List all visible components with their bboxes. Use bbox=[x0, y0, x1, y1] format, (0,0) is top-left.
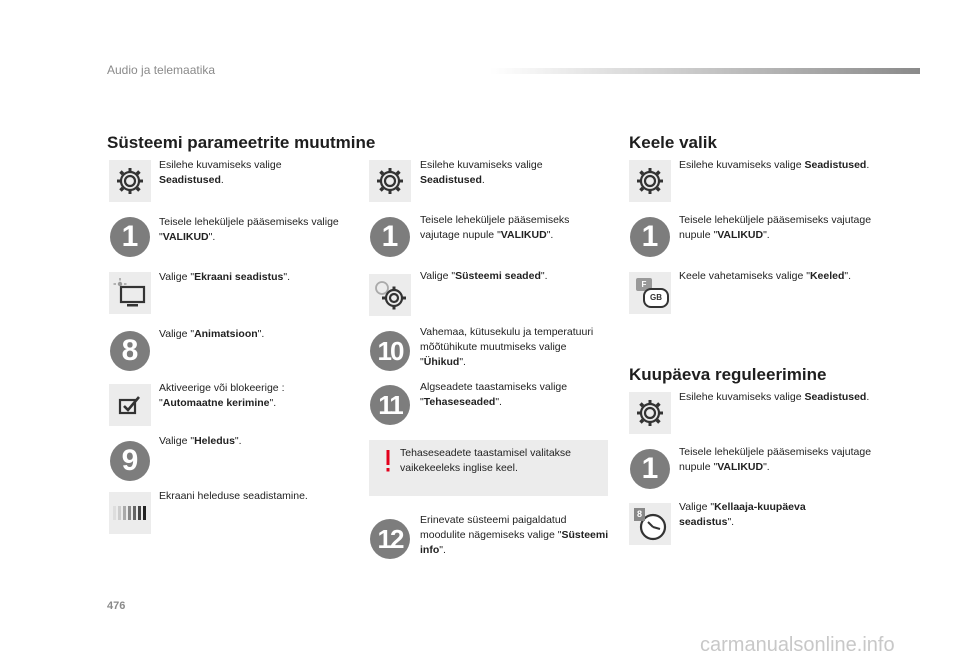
step-number-badge: 11 bbox=[369, 384, 411, 426]
checkbox-icon bbox=[109, 384, 151, 426]
step-text: Vahemaa, kütusekulu ja temperatuuri mõõtühikute muutmiseks valige "Ühikud". bbox=[420, 326, 594, 368]
step-text: Valige "Kellaaja-kuupäeva seadistus". bbox=[679, 501, 806, 528]
step-text: Esilehe kuvamiseks valige Seadistused. bbox=[679, 159, 870, 171]
section-title-date: Kuupäeva reguleerimine bbox=[629, 365, 827, 384]
clock-date-icon bbox=[629, 503, 671, 545]
step-number-badge: 10 bbox=[369, 330, 411, 372]
step-text: Esilehe kuvamiseks valige Seadistused. bbox=[159, 159, 282, 186]
step-text: Erinevate süsteemi paigaldatud moodulite nägemiseks valige "Süsteemi info". bbox=[420, 514, 609, 556]
section-title-language: Keele valik bbox=[629, 133, 717, 152]
step-text: Ekraani heleduse seadistamine. bbox=[159, 490, 308, 502]
step-number-badge: 9 bbox=[109, 440, 151, 482]
language-badge-gb: GB bbox=[643, 288, 669, 308]
date-badge: 8 bbox=[634, 508, 645, 521]
step-text: Teisele leheküljele pääsemiseks vajutage nupule "VALIKUD". bbox=[420, 214, 570, 241]
header-gradient-bar bbox=[490, 68, 920, 74]
header-title: Audio ja telemaatika bbox=[107, 63, 216, 77]
step-text: Algseadete taastamiseks valige "Tehaseseaded". bbox=[420, 381, 568, 408]
step-number-badge: 1 bbox=[629, 448, 671, 490]
step-text: Valige "Heledus". bbox=[159, 435, 242, 447]
step-text: Esilehe kuvamiseks valige Seadistused. bbox=[420, 159, 543, 186]
language-flag-icon bbox=[629, 272, 671, 314]
step-number-badge: 1 bbox=[629, 216, 671, 258]
warning-exclamation-icon bbox=[383, 448, 393, 474]
step-number-badge: 1 bbox=[369, 216, 411, 258]
language-badge-f: F bbox=[636, 278, 652, 291]
gear-icon bbox=[629, 160, 671, 202]
step-text: Esilehe kuvamiseks valige Seadistused. bbox=[679, 391, 870, 403]
step-text: Valige "Animatsioon". bbox=[159, 328, 265, 340]
step-text: Teisele leheküljele pääsemiseks vajutage nupule "VALIKUD". bbox=[679, 214, 872, 241]
section-title-system: Süsteemi parameetrite muutmine bbox=[107, 133, 376, 152]
step-text: Teisele leheküljele pääsemiseks vajutage nupule "VALIKUD". bbox=[679, 446, 872, 473]
step-number-badge: 12 bbox=[369, 518, 411, 560]
warning-note bbox=[369, 440, 608, 496]
step-text: Keele vahetamiseks valige "Keeled". bbox=[679, 270, 852, 282]
page-number: 476 bbox=[107, 600, 126, 612]
gear-icon bbox=[369, 160, 411, 202]
step-text: Valige "Süsteemi seaded". bbox=[420, 270, 548, 282]
display-settings-icon bbox=[109, 272, 151, 314]
gear-icon bbox=[109, 160, 151, 202]
brightness-bars-icon bbox=[109, 492, 151, 534]
step-text: Valige "Ekraani seadistus". bbox=[159, 271, 291, 283]
step-text: Teisele leheküljele pääsemiseks valige "VALIKUD". bbox=[159, 216, 339, 243]
system-settings-icon bbox=[369, 274, 411, 316]
step-number-badge: 8 bbox=[109, 330, 151, 372]
watermark: carmanualsonline.info bbox=[700, 634, 895, 656]
warning-text: Tehaseseadete taastamisel valitakse vaikekeeleks inglise keel. bbox=[400, 447, 572, 474]
step-number-badge: 1 bbox=[109, 216, 151, 258]
step-text: Aktiveerige või blokeerige : "Automaatne kerimine". bbox=[159, 382, 285, 409]
gear-icon bbox=[629, 392, 671, 434]
